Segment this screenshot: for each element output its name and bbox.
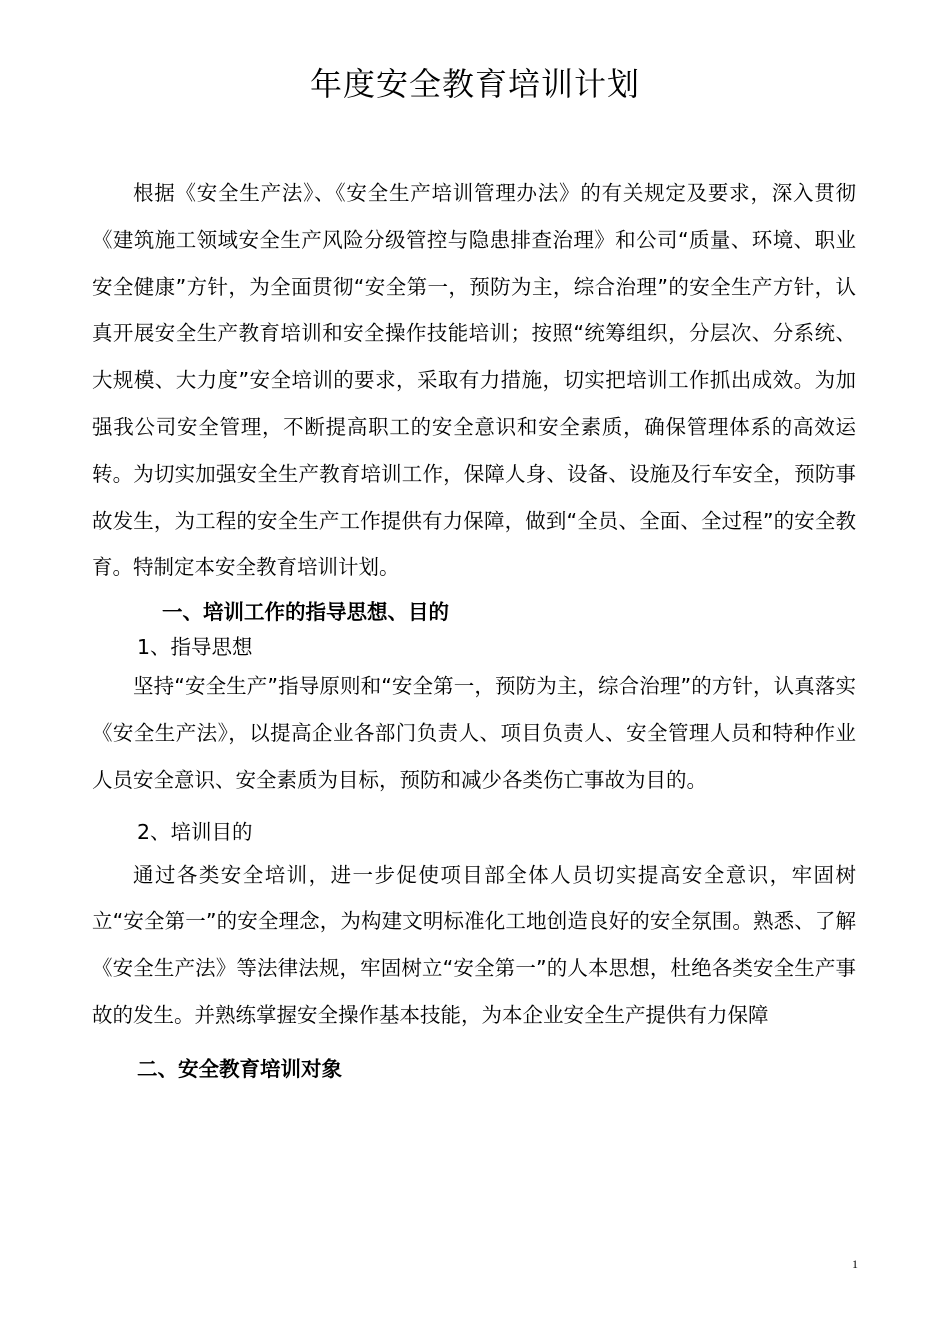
page-number: 1 bbox=[852, 1257, 858, 1271]
subsection1-paragraph: 坚持“安全生产”指导原则和“安全第一，预防为主，综合治理”的方针，认真落实《安全生产法》，以提高企业各部门负责人、项目负责人、安全管理人员和特种作业人员安全意识、安全素质为目标，预防和减少各类伤亡事故为目的。 bbox=[92, 674, 856, 792]
subsection1-heading: 1、指导思想 bbox=[137, 635, 253, 660]
document-body bbox=[92, 170, 856, 1089]
subsection2-heading: 2、培训目的 bbox=[137, 819, 253, 844]
section1-heading: 一、培训工作的指导思想、目的 bbox=[162, 600, 449, 625]
document-title: 年度安全教育培训计划 bbox=[309, 65, 640, 103]
subsection2-paragraph: 通过各类安全培训，进一步促使项目部全体人员切实提高安全意识，牢固树立“安全第一”的安全理念，为构建文明标准化工地创造良好的安全氛围。熟悉、了解《安全生产法》等法律法规，牢固树立“安全第一”的人本思想，杜绝各类安全生产事故的发生。并熟练掌握安全操作基本技能，为本企业安全生产提供有力保障 bbox=[92, 862, 856, 1027]
intro-paragraph: 根据《安全生产法》、《安全生产培训管理办法》的有关规定及要求，深入贯彻《建筑施工领域安全生产风险分级管控与隐患排查治理》和公司“质量、环境、职业安全健康”方针，为全面贯彻“安全第一，预防为主，综合治理”的安全生产方针，认真开展安全生产教育培训和安全操作技能培训；按照“统筹组织，分层次、分系统、大规模、大力度”安全培训的要求，采取有力措施，切实把培训工作抓出成效。为加强我公司安全管理，不断提高职工的安全意识和安全素质，确保管理体系的高效运转。为切实加强安全生产教育培训工作，保障人身、设备、设施及行车安全，预防事故发生，为工程的安全生产工作提供有力保障，做到“全员、全面、全过程”的安全教育。特制定本安全教育培训计划。 bbox=[92, 181, 856, 580]
section2-heading: 二、安全教育培训对象 bbox=[137, 1056, 342, 1081]
